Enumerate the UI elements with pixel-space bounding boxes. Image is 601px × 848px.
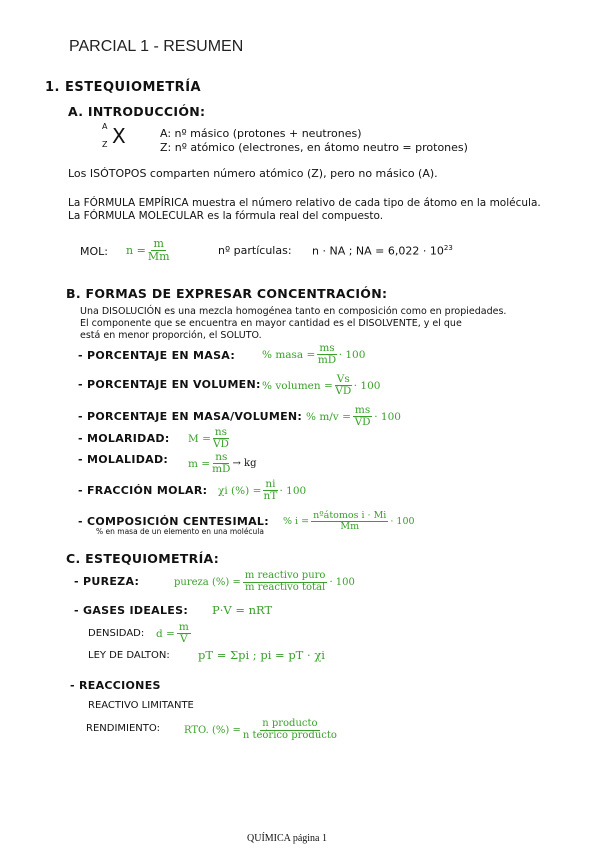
mol-denominator: Mm [147,249,170,263]
nuclide-atomic-number: Z [102,140,108,149]
formula-fraction [243,719,337,741]
disolucion-line-1: Una DISOLUCIÓN es una mezcla homogénea tanto en composición como en propiedades. [80,306,507,317]
page-title: PARCIAL 1 - RESUMEN [69,38,244,55]
particulas-exponent: 23 [443,244,453,252]
formula-numerator: ns [214,426,228,438]
disolucion-line-3: está en menor proporción, el SOLUTO. [80,330,262,341]
formula-prefix: M = [188,432,211,445]
formula-denominator: mD [317,354,337,367]
formula-suffix: · 100 [374,410,401,423]
formula-fraction [335,374,352,397]
formula-prefix: RTO. (%) = [184,724,241,736]
formula-suffix: · 100 [279,484,307,497]
formula-fraction [353,405,372,428]
formula-numerator: ns [215,451,228,463]
formula-numerator: nºátomos i · Mi [313,510,387,521]
formula-prefix: χi (%) = [218,484,262,497]
reacciones-label: - REACCIONES [70,679,161,692]
gases-ideales-formula: P·V = nRT [212,603,273,617]
formula-fraction [243,571,328,593]
fraccion-molar-formula [218,479,306,502]
rendimiento-label: RENDIMIENTO: [86,723,160,734]
formula-fraction [311,511,388,532]
densidad-label: DENSIDAD: [88,628,145,639]
formula-fraction [317,343,336,366]
rendimiento-formula [184,719,339,741]
formula-prefix: % m/v = [306,410,351,423]
ley-dalton-label: LEY DE DALTON: [88,650,170,661]
formula-numerator: n producto [262,718,318,729]
porcentaje-masa-volumen-formula [306,405,401,428]
molalidad-formula [188,452,257,475]
formula-molecular-text: La FÓRMULA MOLECULAR es la fórmula real del compuesto. [68,210,384,222]
section-1-heading: 1. ESTEQUIOMETRÍA [45,80,202,95]
formula-empirica-text: La FÓRMULA EMPÍRICA muestra el número relativo de cada tipo de átomo en la molécula. [68,197,541,209]
formula-suffix: → kg [232,458,257,470]
densidad-formula [156,622,193,645]
composicion-centesimal-label: - COMPOSICIÓN CENTESIMAL: [78,515,269,528]
molalidad-label: - MOLALIDAD: [78,453,169,466]
section-c-heading: C. ESTEQUIOMETRÍA: [66,551,220,566]
molaridad-formula [188,427,231,450]
mol-fraction [148,238,170,262]
formula-fraction [177,622,191,645]
mol-numerator: m [153,237,164,250]
formula-numerator: ms [354,404,371,416]
page-footer: QUÍMICA página 1 [247,833,327,844]
mol-label: MOL: [80,245,108,258]
formula-prefix: pureza (%) = [174,576,241,588]
formula-suffix: · 100 [390,515,415,527]
nuclide-symbol: X [112,124,126,148]
porcentaje-masa-label: - PORCENTAJE EN MASA: [78,349,236,362]
formula-fraction [213,427,229,450]
formula-numerator: ni [265,478,276,490]
isotopos-text: Los ISÓTOPOS comparten número atómico (Z), pero no másico (A). [68,167,438,180]
formula-numerator: m reactivo puro [244,570,326,581]
formula-denominator: VD [354,416,371,429]
formula-denominator: Mm [340,520,360,532]
formula-denominator: mD [212,463,231,476]
formula-numerator: m [178,621,189,633]
ley-dalton-formula: pT = Σpi ; pi = pT · χi [198,648,325,662]
def-mass-number: A: nº másico (protones + neutrones) [160,127,362,140]
formula-prefix: m = [188,457,211,470]
mol-formula [126,238,172,262]
formula-prefix: % i = [283,515,310,527]
porcentaje-volumen-formula [262,374,380,397]
formula-suffix: · 100 [329,576,355,588]
formula-numerator: Vs [336,373,350,385]
reactivo-limitante-label: REACTIVO LIMITANTE [88,700,194,711]
pureza-formula [174,571,355,593]
def-atomic-number: Z: nº atómico (electrones, en átomo neutro = protones) [160,141,468,154]
formula-denominator: V [180,633,188,646]
gases-ideales-label: - GASES IDEALES: [74,604,189,617]
formula-fraction [263,479,277,502]
formula-prefix: % masa = [262,348,316,361]
fraccion-molar-label: - FRACCIÓN MOLAR: [78,484,208,497]
nuclide-mass-number: A [102,122,108,131]
composicion-centesimal-formula [283,511,415,532]
porcentaje-masa-formula [262,343,365,366]
formula-fraction [212,452,230,475]
section-b-heading: B. FORMAS DE EXPRESAR CONCENTRACIÓN: [66,286,388,301]
formula-prefix: d = [156,627,175,640]
formula-prefix: % volumen = [262,379,333,392]
disolucion-line-2: El componente que se encuentra en mayor cantidad es el DISOLVENTE, y el que [80,318,462,329]
molaridad-label: - MOLARIDAD: [78,432,170,445]
formula-denominator: VD [335,385,352,398]
particulas-expr: n · NA ; NA = 6,022 · 10 [312,244,444,258]
formula-suffix: · 100 [338,348,366,361]
particulas-label: nº partículas: [218,244,292,257]
formula-denominator: VD [212,438,229,451]
formula-denominator: nT [263,490,278,503]
mol-n: n = [126,243,146,257]
formula-numerator: ms [319,342,335,354]
porcentaje-masa-volumen-label: - PORCENTAJE EN MASA/VOLUMEN: [78,410,303,423]
porcentaje-volumen-label: - PORCENTAJE EN VOLUMEN: [78,378,261,391]
section-a-heading: A. INTRODUCCIÓN: [68,104,206,119]
centesimal-note: % en masa de un elemento en una molécula [96,527,264,536]
formula-denominator: n teórico producto [242,729,337,741]
particulas-formula [312,244,453,258]
formula-suffix: · 100 [353,379,381,392]
formula-denominator: m reactivo total [245,581,326,593]
pureza-label: - PUREZA: [74,575,140,588]
